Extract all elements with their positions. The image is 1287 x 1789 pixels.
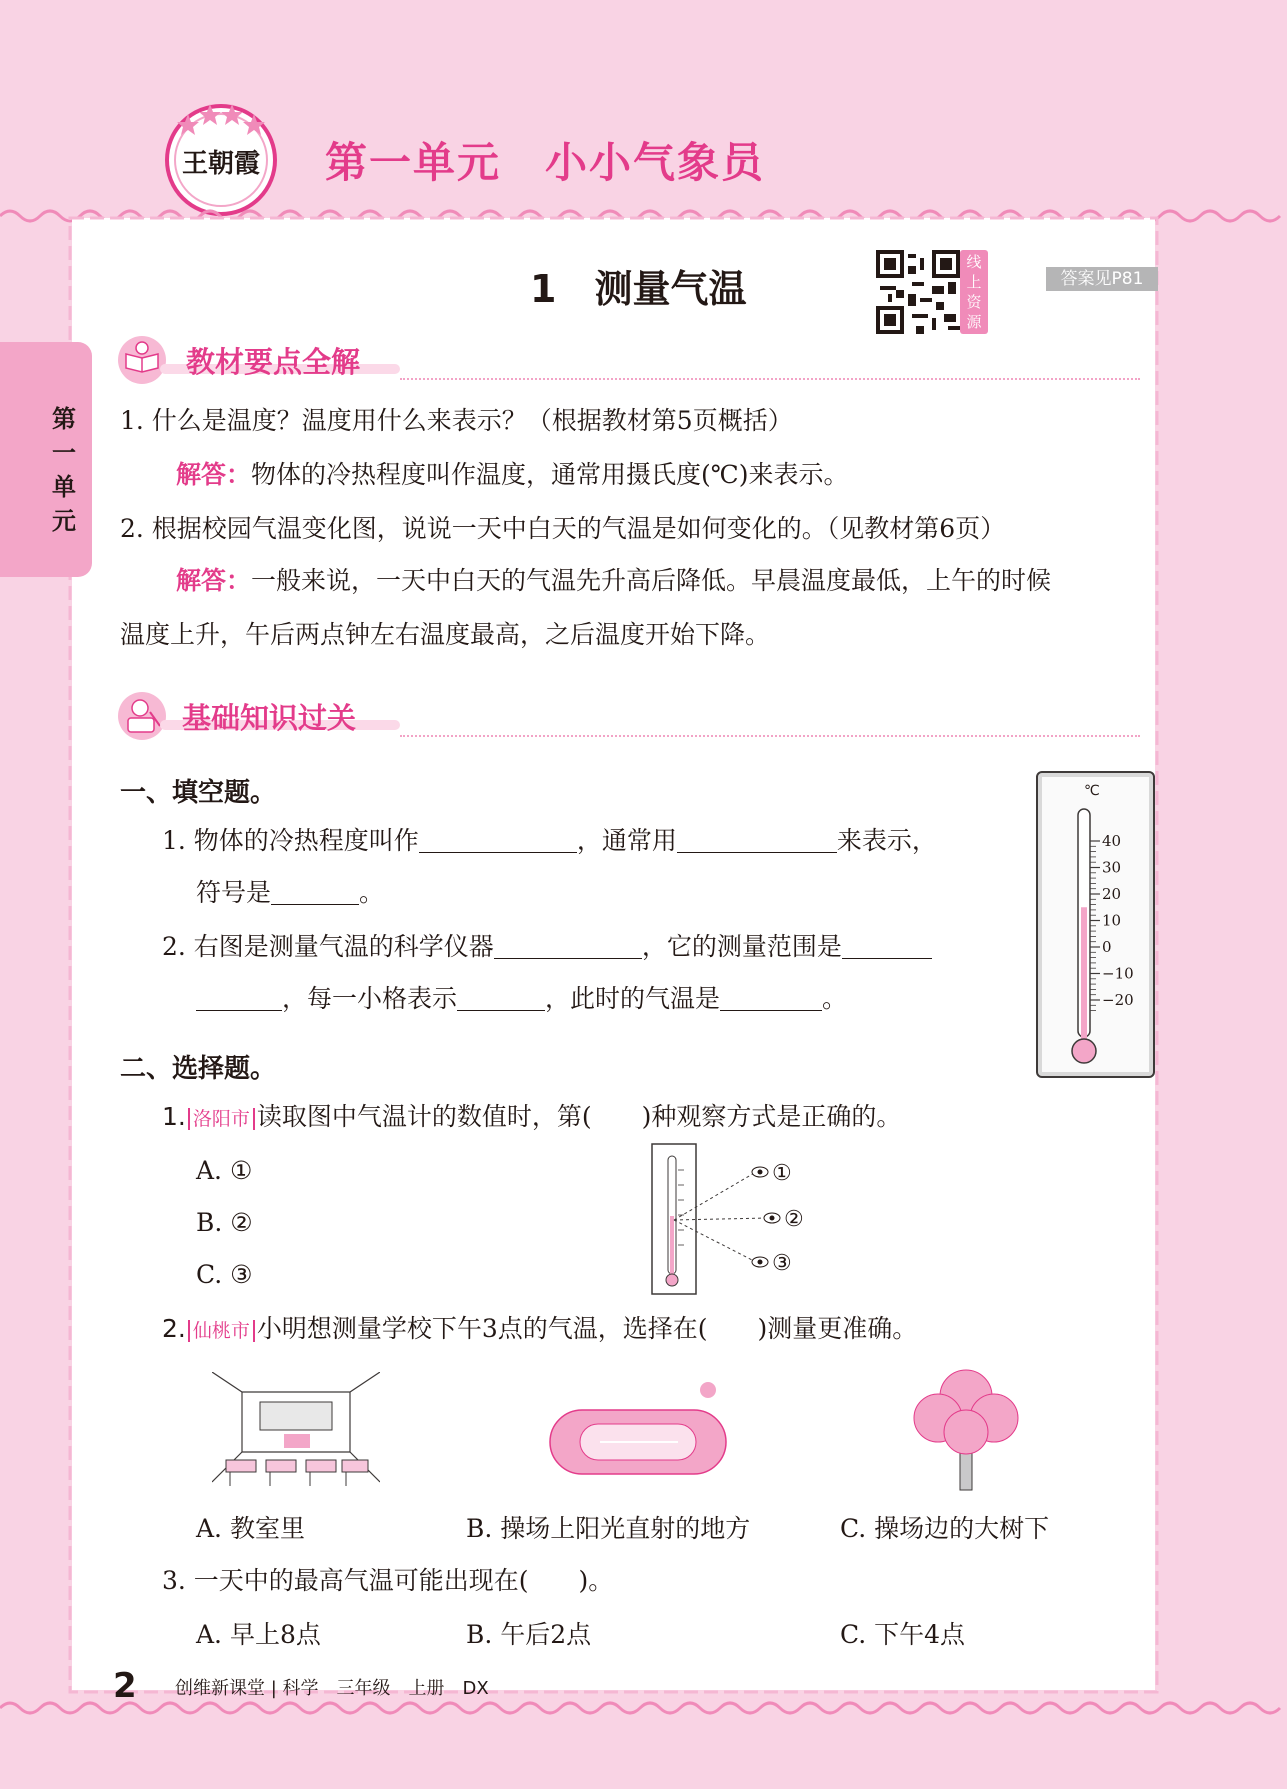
view-label-2: ② bbox=[784, 1207, 804, 1232]
thermometer-tick-label: 30 bbox=[1102, 858, 1122, 877]
thermometer-unit: ℃ bbox=[1084, 783, 1100, 799]
thermometer-reading-angles-figure bbox=[648, 1140, 828, 1300]
thermometer-scale bbox=[1090, 832, 1134, 1011]
region-tag: 仙桃市 bbox=[188, 1320, 255, 1342]
fill-blank[interactable] bbox=[457, 984, 545, 1011]
answer-label: 解答： bbox=[176, 460, 252, 489]
answer-1-text: 物体的冷热程度叫作温度，通常用摄氏度(℃)来表示。 bbox=[251, 460, 849, 489]
choice-3-option-a[interactable]: A. 早上8点 bbox=[196, 1620, 321, 1649]
fill-blank[interactable] bbox=[720, 984, 822, 1011]
fill-2-text-b: ，它的测量范围是 bbox=[641, 932, 842, 961]
fill-blank[interactable] bbox=[419, 826, 577, 853]
choice-2-number: 2. bbox=[162, 1314, 186, 1343]
fill-blank[interactable] bbox=[677, 826, 837, 853]
fill-2-text-a: 2. 右图是测量气温的科学仪器 bbox=[162, 932, 494, 961]
answer-2-text: 一般来说，一天中白天的气温先升高后降低。早晨温度最低，上午的时候 bbox=[251, 566, 1052, 595]
thermometer-tick-label: 0 bbox=[1102, 938, 1112, 956]
footer-series-text: 创维新课堂 | 科学 三年级 上册 DX bbox=[175, 1678, 489, 1699]
fill-1-text-e: 。 bbox=[359, 878, 385, 907]
view-label-3: ③ bbox=[772, 1251, 792, 1276]
choice-1-text: 读取图中气温计的数值时，第( )种观察方式是正确的。 bbox=[256, 1102, 902, 1131]
fill-1-text-c: 来表示， bbox=[836, 826, 937, 855]
choice-2-option-c[interactable]: C. 操场边的大树下 bbox=[840, 1514, 1050, 1543]
online-resource-label: 线上资源 bbox=[960, 250, 988, 334]
part-2-heading: 二、选择题。 bbox=[120, 1054, 277, 1084]
question-1: 1. 什么是温度？温度用什么来表示？（根据教材第5页概括） bbox=[120, 406, 793, 435]
choice-1-option-c[interactable]: C. ③ bbox=[196, 1260, 253, 1289]
section-divider bbox=[400, 735, 1140, 737]
book-reading-icon bbox=[116, 334, 168, 386]
answer-2-line-1 bbox=[176, 564, 1051, 598]
thermometer-tick-label: −20 bbox=[1102, 991, 1134, 1009]
part-1-heading: 一、填空题。 bbox=[120, 778, 277, 808]
thermometer-tick-label: 20 bbox=[1102, 885, 1122, 903]
thermometer-tick-label: 40 bbox=[1102, 832, 1122, 850]
page-number: 2 bbox=[113, 1666, 137, 1706]
fill-1-text-b: ，通常用 bbox=[576, 826, 677, 855]
thermometer-bulb bbox=[1072, 1039, 1096, 1063]
view-label-1: ① bbox=[772, 1161, 792, 1186]
choice-question-2 bbox=[162, 1312, 917, 1348]
choice-3-option-b[interactable]: B. 午后2点 bbox=[466, 1620, 592, 1649]
choice-1-option-b[interactable]: B. ② bbox=[196, 1208, 253, 1237]
answer-label: 解答： bbox=[176, 566, 252, 595]
answer-reference-badge: 答案见P81 bbox=[1046, 267, 1158, 291]
choice-1-number: 1. bbox=[162, 1102, 186, 1131]
choice-2-option-b[interactable]: B. 操场上阳光直射的地方 bbox=[466, 1514, 751, 1543]
fill-blank[interactable] bbox=[196, 984, 282, 1011]
fill-question-1-line-1 bbox=[162, 824, 937, 858]
svg-text:王朝霞: 王朝霞 bbox=[181, 149, 261, 179]
thermometer-tick-label: −10 bbox=[1102, 964, 1134, 983]
choice-2-text: 小明想测量学校下午3点的气温，选择在( )测量更准确。 bbox=[256, 1314, 918, 1343]
unit-side-tab-label: 第一单元 bbox=[52, 405, 76, 535]
fill-question-2-line-1 bbox=[162, 930, 932, 964]
fill-blank[interactable] bbox=[842, 932, 932, 959]
fill-1-text-d: 符号是 bbox=[196, 878, 272, 907]
choice-3-option-c[interactable]: C. 下午4点 bbox=[840, 1620, 966, 1649]
big-tree-illustration bbox=[908, 1366, 1024, 1492]
thermometer-figure bbox=[1036, 771, 1155, 1078]
section-divider bbox=[400, 378, 1140, 380]
qr-code-icon[interactable] bbox=[876, 250, 960, 334]
answer-2-line-2: 温度上升，午后两点钟左右温度最高，之后温度开始下降。 bbox=[120, 620, 771, 649]
choice-question-3: 3. 一天中的最高气温可能出现在( )。 bbox=[162, 1566, 614, 1595]
classroom-illustration bbox=[212, 1372, 380, 1488]
fill-2-text-c: ，每一小格表示 bbox=[282, 984, 458, 1013]
thermometer-tick-label: 10 bbox=[1102, 911, 1122, 930]
lesson-title: 1 测量气温 bbox=[530, 267, 747, 311]
student-writing-icon bbox=[116, 690, 168, 742]
fill-2-text-e: 。 bbox=[822, 984, 848, 1013]
answer-1 bbox=[176, 458, 849, 492]
fill-blank[interactable] bbox=[271, 878, 359, 905]
region-tag: 洛阳市 bbox=[188, 1108, 255, 1130]
choice-1-option-a[interactable]: A. ① bbox=[196, 1156, 253, 1185]
unit-title: 第一单元 小小气象员 bbox=[325, 138, 766, 187]
thermometer-liquid bbox=[1081, 907, 1087, 1043]
choice-2-option-a[interactable]: A. 教室里 bbox=[196, 1514, 305, 1543]
section-title-key-points: 教材要点全解 bbox=[186, 345, 361, 379]
choice-question-1 bbox=[162, 1100, 901, 1136]
fill-2-text-d: ，此时的气温是 bbox=[545, 984, 721, 1013]
fill-question-2-line-2 bbox=[196, 982, 847, 1016]
section-title-basic-knowledge: 基础知识过关 bbox=[182, 701, 357, 735]
fill-blank[interactable] bbox=[494, 932, 642, 959]
fill-question-1-line-2 bbox=[196, 876, 384, 910]
question-2: 2. 根据校园气温变化图，说说一天中白天的气温是如何变化的。（见教材第6页） bbox=[120, 514, 1006, 543]
fill-1-text-a: 1. 物体的冷热程度叫作 bbox=[162, 826, 419, 855]
sunny-playground-illustration bbox=[546, 1380, 732, 1480]
